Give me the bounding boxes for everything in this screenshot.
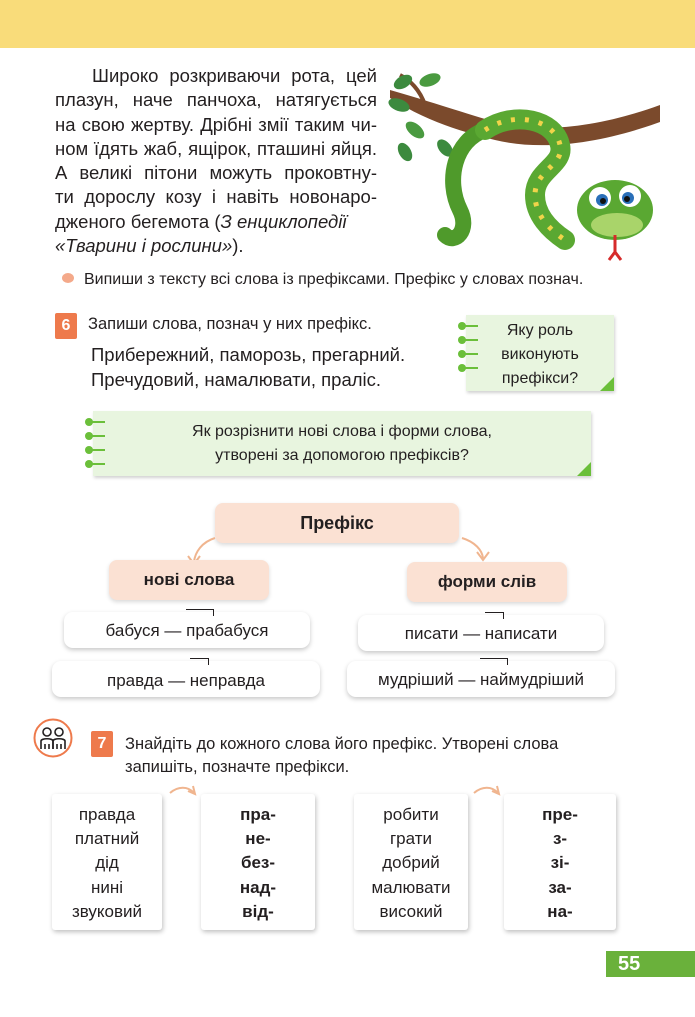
exercise-6-instruction: Запиши слова, познач у них префікс. bbox=[88, 315, 372, 333]
card-word: нині bbox=[90, 877, 124, 897]
example-new-word-1: бабуся — прабабуся bbox=[64, 612, 310, 648]
pair-work-icon bbox=[33, 718, 73, 758]
bullet-dot-icon bbox=[62, 273, 74, 283]
task-instruction: Випиши з тексту всі слова із префіксами. Префікс у словах познач. bbox=[62, 271, 583, 289]
prefix-mark: най bbox=[480, 661, 508, 699]
card-word: грати bbox=[389, 829, 433, 849]
page-number: 55 bbox=[606, 951, 695, 977]
card-word: дід bbox=[95, 853, 119, 873]
prefix-mark: не bbox=[190, 661, 209, 701]
top-color-band bbox=[0, 0, 695, 48]
card-word: платний bbox=[74, 829, 140, 849]
card-prefix: над- bbox=[239, 877, 277, 897]
card-word: звуковий bbox=[71, 901, 143, 921]
paragraph-line: Широко розкриваючи рота, цей bbox=[92, 65, 377, 86]
card-prefix: з- bbox=[552, 829, 568, 849]
card-word: високий bbox=[379, 901, 443, 921]
exercise-7-badge: 7 bbox=[91, 731, 113, 757]
note-corner-icon bbox=[600, 377, 614, 391]
paragraph-line: плазун, наче панчоха, натягується bbox=[55, 89, 377, 111]
card-word: робити bbox=[383, 805, 439, 824]
card-prefix: без- bbox=[240, 853, 276, 873]
source-title: З енциклопедії bbox=[220, 210, 347, 232]
snake-illustration bbox=[385, 70, 665, 270]
paragraph-line: А великі пітони можуть проковтну- bbox=[55, 162, 377, 184]
card-prefix: пре- bbox=[542, 805, 578, 824]
exercise-6-words: Прибережний, паморозь, прегарний. Пречудовий, намалювати, праліс. bbox=[91, 344, 406, 390]
example-new-word-2: правда — неправда bbox=[52, 661, 320, 697]
paragraph-line: ном їдять жаб, ящірок, пташині яйця. bbox=[55, 137, 377, 159]
card-word: правда bbox=[78, 805, 136, 824]
exercise-6-badge: 6 bbox=[55, 313, 77, 339]
card-word: добрий bbox=[382, 853, 440, 873]
example-word-form-2: мудріший — наймудріший bbox=[347, 661, 615, 697]
new-words-label: нові слова bbox=[109, 560, 269, 600]
word-card-1 bbox=[52, 794, 162, 930]
note-card-role: Яку роль виконують префікси? bbox=[466, 315, 614, 391]
word-forms-label: форми слів bbox=[407, 562, 567, 602]
paragraph-source-line: «Тварини і рослини»). bbox=[55, 235, 244, 257]
prefix-mark: на bbox=[485, 615, 504, 653]
exercise-7-instruction: Знайдіть до кожного слова його префікс. Утворені слова запишіть, позначте префікси. bbox=[125, 735, 559, 776]
prefix-card-1 bbox=[201, 794, 315, 930]
paragraph-line-last: дженого бегемота (З енциклопедії bbox=[55, 210, 347, 232]
word-card-2 bbox=[354, 794, 468, 930]
card-word: малювати bbox=[371, 877, 451, 897]
example-word-form-1: писати — написати bbox=[358, 615, 604, 651]
paragraph-line: на свою жертву. Дрібні змії таким чи- bbox=[55, 113, 377, 135]
note-corner-icon bbox=[577, 462, 591, 476]
curved-arrow-icon bbox=[168, 783, 198, 799]
prefix-mark: пра bbox=[186, 612, 214, 650]
paragraph-line: ти дорослу козу і навіть новонаро- bbox=[55, 186, 377, 208]
card-prefix: пра- bbox=[240, 805, 276, 824]
scheme-title: Префікс bbox=[215, 503, 459, 543]
prefix-card-2 bbox=[504, 794, 616, 930]
card-prefix: за- bbox=[548, 877, 572, 897]
reading-paragraph bbox=[55, 64, 377, 258]
card-prefix: від- bbox=[242, 901, 274, 921]
card-prefix: не- bbox=[245, 829, 271, 849]
curved-arrow-icon bbox=[472, 783, 502, 799]
card-prefix: зі- bbox=[550, 853, 570, 873]
card-prefix: на- bbox=[547, 901, 573, 921]
note-card-question: Як розрізнити нові слова і форми слова, утворені за допомогою префіксів? bbox=[93, 411, 591, 476]
